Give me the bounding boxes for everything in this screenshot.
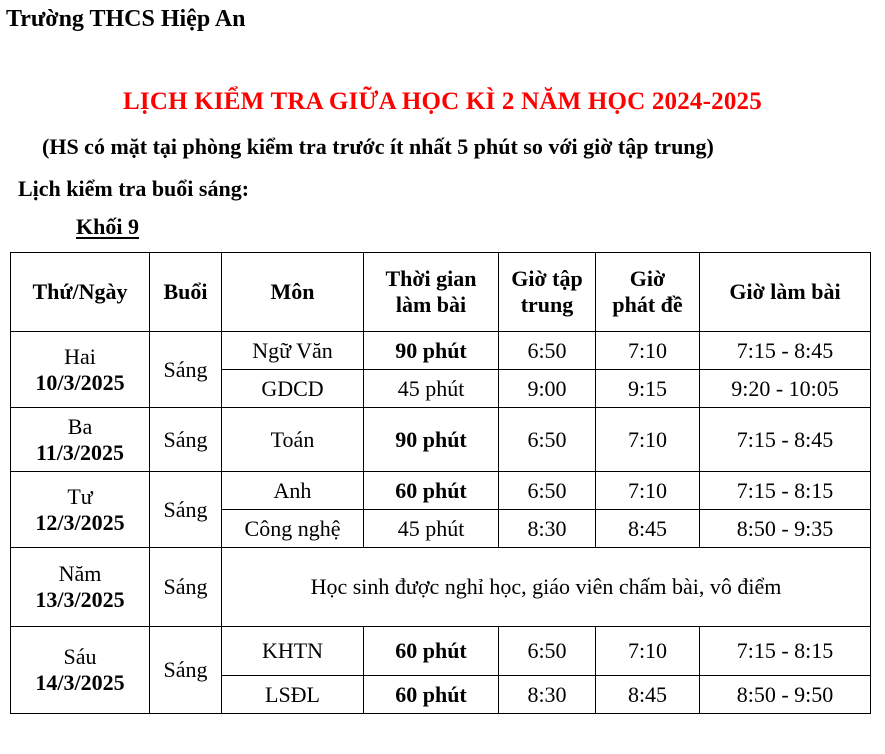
col-header-gather: [499, 253, 596, 332]
day-cell: [11, 548, 150, 627]
gather-cell: 8:30: [499, 676, 596, 714]
day-cell: [11, 332, 150, 408]
day-name: Sáu: [63, 644, 97, 669]
day-date: 12/3/2025: [35, 509, 125, 535]
col-header-subject: Môn: [222, 253, 364, 332]
day-cell: [11, 408, 150, 472]
duration-cell: 60 phút: [364, 472, 499, 510]
work-cell: 8:50 - 9:35: [700, 510, 871, 548]
table-row: [11, 332, 871, 370]
page-title: LỊCH KIỂM TRA GIỮA HỌC KÌ 2 NĂM HỌC 2024-2025: [123, 88, 762, 115]
work-cell: 7:15 - 8:45: [700, 408, 871, 472]
session-cell: Sáng: [150, 627, 222, 714]
day-name: Năm: [58, 561, 102, 586]
gather-cell: 8:30: [499, 510, 596, 548]
duration-cell: 45 phút: [364, 510, 499, 548]
day-date: 10/3/2025: [35, 369, 125, 395]
gather-cell: 6:50: [499, 408, 596, 472]
work-cell: 8:50 - 9:50: [700, 676, 871, 714]
col-header-gather-l2: trung: [520, 292, 574, 317]
table-row: [11, 408, 871, 472]
session-heading: Lịch kiểm tra buổi sáng:: [18, 176, 250, 201]
table-row: [11, 472, 871, 510]
col-header-work: Giờ làm bài: [700, 253, 871, 332]
subject-cell: KHTN: [222, 627, 364, 676]
col-header-duration: [364, 253, 499, 332]
handout-cell: 7:10: [596, 472, 700, 510]
col-header-day: Thứ/Ngày: [11, 253, 150, 332]
gather-cell: 6:50: [499, 472, 596, 510]
table-row: [11, 548, 871, 627]
work-cell: 7:15 - 8:15: [700, 627, 871, 676]
gather-cell: 9:00: [499, 370, 596, 408]
duration-cell: 60 phút: [364, 627, 499, 676]
day-date: 13/3/2025: [35, 587, 125, 612]
day-name: Tư: [67, 483, 93, 509]
duration-cell: 90 phút: [364, 408, 499, 472]
col-header-gather-l1: Giờ tập: [511, 266, 583, 291]
session-cell: Sáng: [150, 408, 222, 472]
session-cell: Sáng: [150, 472, 222, 548]
col-header-duration-l1: Thời gian: [385, 266, 477, 291]
col-header-handout-l1: Giờ: [629, 266, 666, 291]
gather-cell: 6:50: [499, 627, 596, 676]
work-cell: 9:20 - 10:05: [700, 370, 871, 408]
work-cell: 7:15 - 8:15: [700, 472, 871, 510]
header-row: [11, 253, 871, 332]
duration-cell: 60 phút: [364, 676, 499, 714]
col-header-handout-l2: phát đề: [612, 292, 683, 317]
grade-label: Khối 9: [76, 214, 139, 239]
duration-cell: 45 phút: [364, 370, 499, 408]
handout-cell: 8:45: [596, 510, 700, 548]
day-name: Ba: [67, 413, 93, 439]
day-cell: [11, 472, 150, 548]
day-name: Hai: [64, 343, 96, 369]
session-cell: Sáng: [150, 548, 222, 627]
col-header-session: Buổi: [150, 253, 222, 332]
attendance-note: (HS có mặt tại phòng kiểm tra trước ít nhất 5 phút so với giờ tập trung): [42, 134, 714, 159]
subject-cell: LSĐL: [222, 676, 364, 714]
subject-cell: Anh: [222, 472, 364, 510]
no-exam-note: Học sinh được nghỉ học, giáo viên chấm bài, vô điểm: [222, 548, 871, 627]
work-cell: 7:15 - 8:45: [700, 332, 871, 370]
subject-cell: Toán: [222, 408, 364, 472]
day-date: 14/3/2025: [35, 670, 125, 695]
handout-cell: 7:10: [596, 408, 700, 472]
gather-cell: 6:50: [499, 332, 596, 370]
handout-cell: 8:45: [596, 676, 700, 714]
subject-cell: GDCD: [222, 370, 364, 408]
session-cell: Sáng: [150, 332, 222, 408]
subject-cell: Công nghệ: [222, 510, 364, 548]
handout-cell: 7:10: [596, 332, 700, 370]
day-cell: [11, 627, 150, 714]
col-header-handout: [596, 253, 700, 332]
table-row: [11, 627, 871, 676]
col-header-duration-l2: làm bài: [395, 292, 467, 317]
school-name: Trường THCS Hiệp An: [6, 6, 246, 32]
handout-cell: 9:15: [596, 370, 700, 408]
handout-cell: 7:10: [596, 627, 700, 676]
subject-cell: Ngữ Văn: [222, 332, 364, 370]
exam-schedule-table: [10, 252, 871, 714]
duration-cell: 90 phút: [364, 332, 499, 370]
day-date: 11/3/2025: [35, 439, 124, 465]
